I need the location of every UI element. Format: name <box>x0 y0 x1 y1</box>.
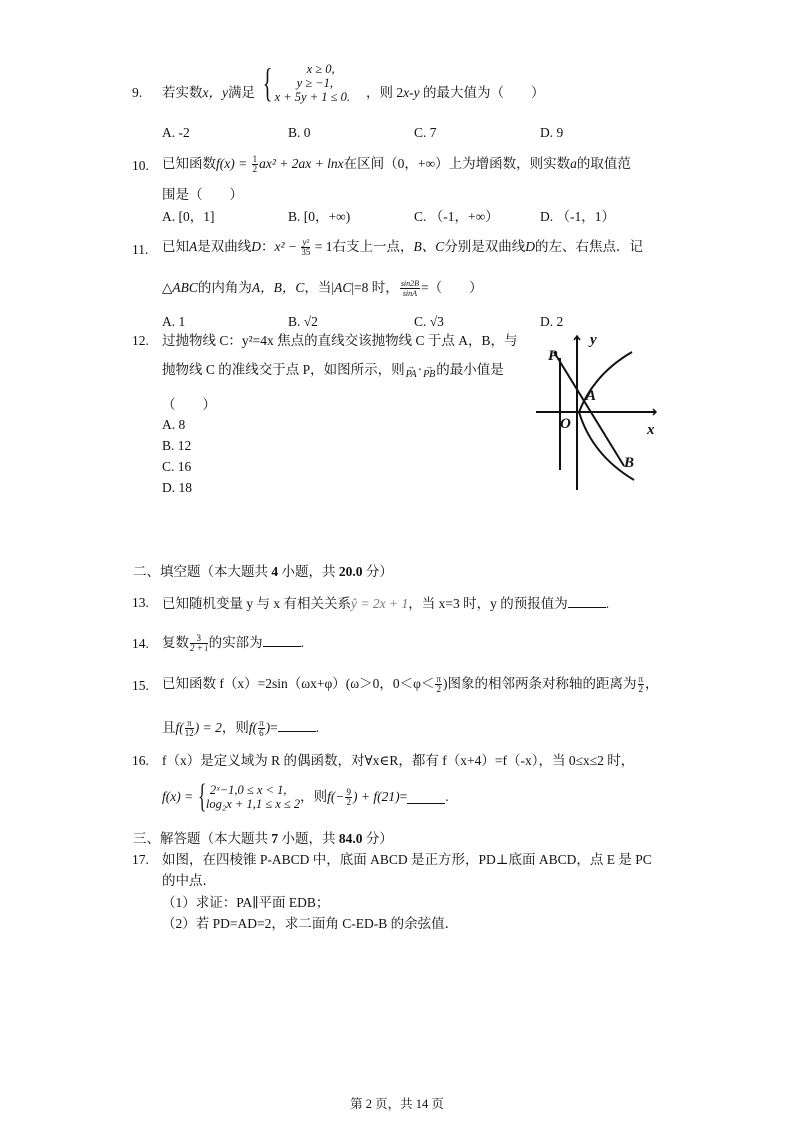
q12-option-a[interactable]: A. 8 <box>162 417 186 432</box>
q15-stem: 已知函数 f（x）=2sin（ωx+φ）(ω＞0，0＜φ＜ $\frac{\pi}{2}$ )图象的相邻两条对称轴的距离为 $\frac{\pi}{2}$ ， <box>162 674 659 695</box>
q9-stem: 若实数x，y满足 <box>162 85 255 100</box>
q14-number: 14. <box>132 636 149 651</box>
focal-chord-line <box>554 352 624 466</box>
q12-stem-line1: 过抛物线 C：y²=4x 焦点的直线交该抛物线 C 于点 A，B，与 <box>162 333 518 348</box>
q11-number: 11. <box>132 242 149 257</box>
q9-number: 9. <box>132 85 143 100</box>
section-3-heading: 三、解答题（本大题共 7 小题，共 84.0 分） <box>133 831 393 846</box>
section-2-heading: 二、填空题（本大题共 4 小题，共 20.0 分） <box>133 564 393 579</box>
q11-stem: 已知A是双曲线D：x² − $\frac{\text{y²}}{35}$ = 1右支上一点，B、C分别是双曲线D的左、右焦点．记 <box>162 237 644 258</box>
q11-option-d[interactable]: D. 2 <box>540 314 564 329</box>
q12-number: 12. <box>132 333 149 348</box>
label-B: B <box>624 455 635 471</box>
q16-answer-blank[interactable] <box>407 790 445 804</box>
q10-number: 10. <box>132 158 149 173</box>
label-P: P <box>548 348 558 364</box>
q11-stem-line2: △ABC的内角为A，B，C，当|AC|=8 时， $\frac{\sin 2B}{\sin A}$ =（ ） <box>162 279 483 299</box>
q14-stem: 复数 $\frac{3}{2 + i}$ 的实部为 . <box>162 633 304 654</box>
q13-number: 13. <box>132 595 149 610</box>
q9-constraint-system: { x ≥ 0, y ≥ −1, x + 5y + 1 ≤ 0. <box>262 60 351 105</box>
q13-answer-blank[interactable] <box>568 594 606 608</box>
q12-option-c[interactable]: C. 16 <box>162 459 192 474</box>
q9-question-tail: ，则 2x-y 的最大值为（ ） <box>366 85 545 100</box>
q12-stem-line2: 抛物线 C 的准线交于点 P，如图所示，则 → PA · → PB 的最小值是 <box>162 361 504 380</box>
q10-option-b[interactable]: B. [0，+∞) <box>288 209 351 224</box>
q17-sub2: （2）若 PD=AD=2，求二面角 C-ED-B 的余弦值． <box>162 916 459 931</box>
page-footer: 第 2 页，共 14 页 <box>350 1097 444 1111</box>
q10-option-d[interactable]: D. （-1，1） <box>540 209 615 224</box>
label-A: A <box>586 388 597 404</box>
q15-stem-line2: 且f( $\frac{\pi}{12}$ ) = 2，则f( $\frac{\pi}{6}$ )= . <box>162 718 320 739</box>
q16-stem-line1: f（x）是定义域为 R 的偶函数，对∀x∈R，都有 f（x+4）=f（-x），当 0≤x≤2 时， <box>162 753 635 768</box>
q13-stem: 已知随机变量 y 与 x 有相关关系ŷ = 2x + 1，当 x=3 时，y 的预报值为 . <box>162 596 610 611</box>
q14-answer-blank[interactable] <box>263 633 301 647</box>
label-y: y <box>590 332 597 348</box>
q11-option-a[interactable]: A. 1 <box>162 314 186 329</box>
q17-sub1: （1）求证：PA∥平面 EDB； <box>162 895 330 910</box>
q10-option-a[interactable]: A. [0，1] <box>162 209 215 224</box>
q17-stem-line1: 如图，在四棱锥 P-ABCD 中，底面 ABCD 是正方形，PD⊥底面 ABCD，点 E 是 PC <box>162 852 652 867</box>
label-x: x <box>647 422 655 438</box>
q10-option-c[interactable]: C. （-1，+∞） <box>414 209 499 224</box>
q9-option-d[interactable]: D. 9 <box>540 125 564 140</box>
q9-option-a[interactable]: A. -2 <box>162 125 190 140</box>
q10-stem: 已知函数f(x) = $\frac{1}{2}$ ax² + 2ax + lnx在区间（0，+∞）上为增函数，则实数a的取值范 <box>162 154 631 175</box>
q12-option-d[interactable]: D. 18 <box>162 480 192 495</box>
q16-number: 16. <box>132 753 149 768</box>
q10-stem-line2: 围是（ ） <box>162 187 243 202</box>
parabola-figure <box>532 330 660 492</box>
q11-option-c[interactable]: C. √3 <box>414 314 444 329</box>
q15-number: 15. <box>132 678 149 693</box>
q9-option-c[interactable]: C. 7 <box>414 125 437 140</box>
label-O: O <box>560 416 571 432</box>
x-axis-arrow <box>650 409 656 415</box>
q12-option-b[interactable]: B. 12 <box>162 438 192 453</box>
q15-answer-blank[interactable] <box>278 718 316 732</box>
q16-piecewise: f(x) = { 2ˣ−1,0 ≤ x < 1, log₂x + 1,1 ≤ x ≤ 2 ，则f(− $\frac{9}{2}$ ) + f(21)= . <box>162 778 449 815</box>
q12-stem-line3: （ ） <box>162 397 216 412</box>
q9-option-b[interactable]: B. 0 <box>288 125 311 140</box>
q11-option-b[interactable]: B. √2 <box>288 314 318 329</box>
q17-number: 17. <box>132 852 149 867</box>
q17-stem-line2: 的中点． <box>162 873 216 888</box>
